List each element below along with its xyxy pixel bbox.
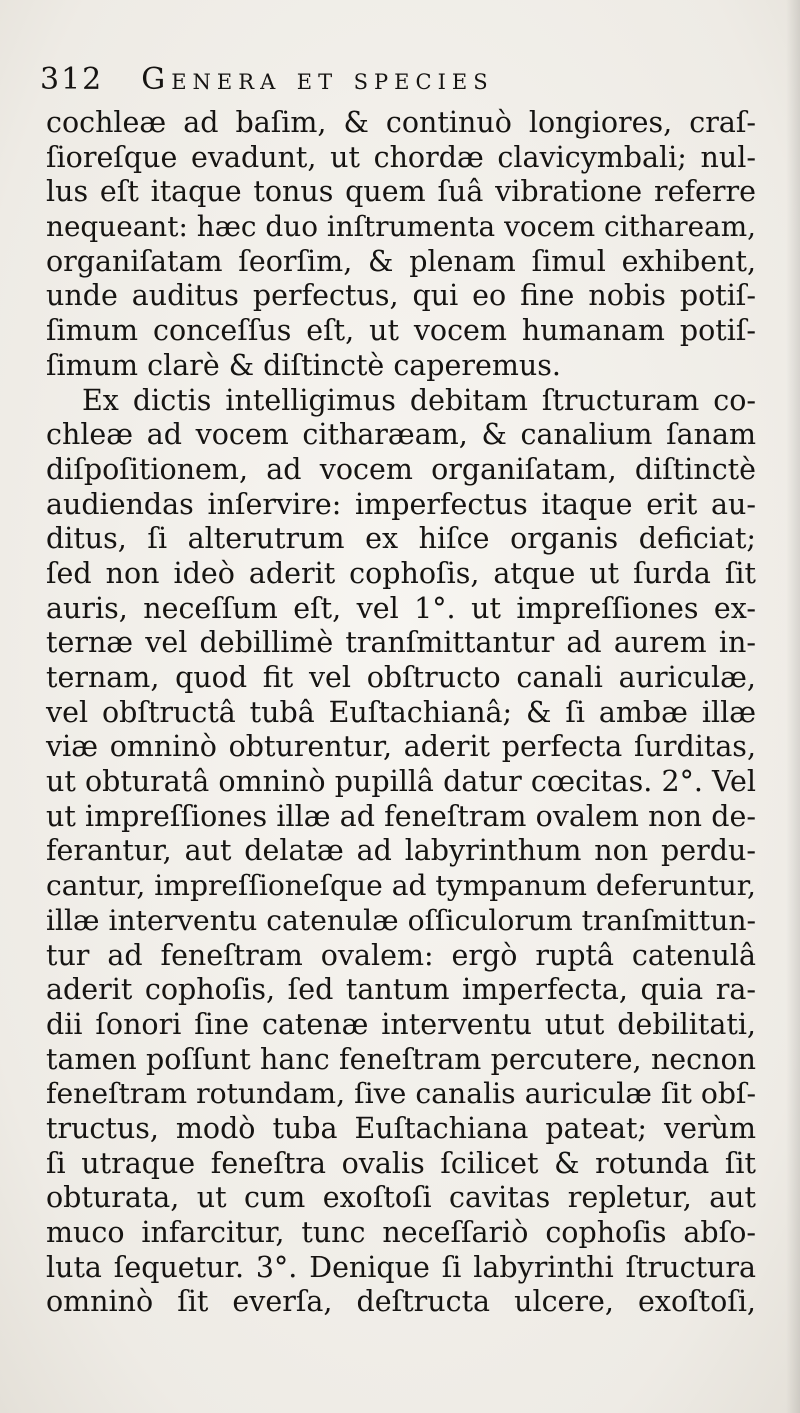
page-number: 312: [40, 62, 104, 97]
text-line-34: luta ſequetur. 3°. Denique ſi labyrinthi ſtructura: [46, 1250, 756, 1284]
text-line-32: obturata, ut cum exoſtoſi cavitas repletur, aut: [46, 1181, 756, 1215]
body-text: [46, 106, 756, 1320]
text-line-25: tur ad feneſtram ovalem: ergò ruptâ catenulâ: [46, 938, 756, 972]
text-line-30: tructus, modò tuba Euſtachiana pateat; verùm: [46, 1111, 756, 1145]
text-line-6: unde auditus perfectus, qui eo fine nobis potiſ-: [46, 279, 756, 313]
text-line-5: organiſatam ſeorſim, & plenam ſimul exhibent,: [46, 244, 756, 278]
text-line-26: aderit cophoſis, ſed tantum imperfecta, quia ra-: [46, 973, 756, 1007]
text-line-3: lus eſt itaque tonus quem ſuâ vibratione referre: [46, 175, 756, 209]
text-line-24: illæ interventu catenulæ oſſiculorum tranſmittun-: [46, 903, 756, 937]
text-line-22: ferantur, aut delatæ ad labyrinthum non perdu-: [46, 834, 756, 868]
text-line-35: omninò ſit everſa, deſtructa ulcere, exoſtoſi,: [46, 1285, 756, 1319]
text-line-11: diſpoſitionem, ad vocem organiſatam, diſtinctè: [46, 452, 756, 486]
text-line-8: ſimum clarè & diſtinctè caperemus.: [46, 348, 561, 382]
text-line-16: ternæ vel debillimè tranſmittantur ad aurem in-: [46, 626, 756, 660]
page-header: [40, 62, 760, 102]
text-line-21: ut impreſſiones illæ ad feneſtram ovalem non de-: [46, 799, 756, 833]
text-line-9: Ex dictis intelligimus debitam ſtructuram co-: [82, 383, 756, 417]
text-line-28: tamen poſſunt hanc feneſtram percutere, necnon: [46, 1042, 756, 1076]
text-line-23: cantur, impreſſioneſque ad tympanum deferuntur,: [46, 869, 756, 903]
text-line-27: dii ſonori ſine catenæ interventu utut debilitati,: [46, 1007, 756, 1041]
text-line-15: auris, neceſſum eſt, vel 1°. ut impreſſiones ex-: [46, 591, 756, 625]
running-head: Genera et species: [141, 62, 494, 97]
text-line-1: cochleæ ad baſim, & continuò longiores, craſ-: [46, 106, 756, 139]
text-line-13: ditus, ſi alterutrum ex hiſce organis deficiat;: [46, 522, 756, 556]
text-line-17: ternam, quod fit vel obſtructo canali auriculæ,: [46, 661, 756, 694]
text-line-20: ut obturatâ omninò pupillâ datur cœcitas. 2°. Vel: [46, 765, 756, 799]
text-line-33: muco infarcitur, tunc neceſſariò cophoſis abſo-: [46, 1216, 756, 1249]
text-line-19: viæ omninò obturentur, aderit perfecta ſurditas,: [46, 730, 756, 764]
page-edge-shadow: [786, 0, 800, 1413]
text-line-2: ſioreſque evadunt, ut chordæ clavicymbali; nul-: [46, 140, 756, 174]
text-line-10: chleæ ad vocem citharæam, & canalium ſanam: [46, 418, 756, 452]
text-line-4: nequeant: hæc duo inſtrumenta vocem cithaream,: [46, 210, 756, 244]
text-line-12: audiendas inſervire: imperfectus itaque erit au-: [46, 487, 756, 521]
text-line-7: ſimum conceſſus eſt, ut vocem humanam potiſ-: [46, 314, 756, 348]
text-line-31: ſi utraque feneſtra ovalis ſcilicet & rotunda ſit: [46, 1146, 756, 1180]
text-line-18: vel obſtructâ tubâ Euſtachianâ; & ſi ambæ illæ: [46, 695, 756, 729]
text-line-29: feneſtram rotundam, ſive canalis auriculæ ſit obſ-: [46, 1077, 756, 1111]
text-line-14: ſed non ideò aderit cophoſis, atque ut ſurda ſit: [46, 556, 756, 590]
